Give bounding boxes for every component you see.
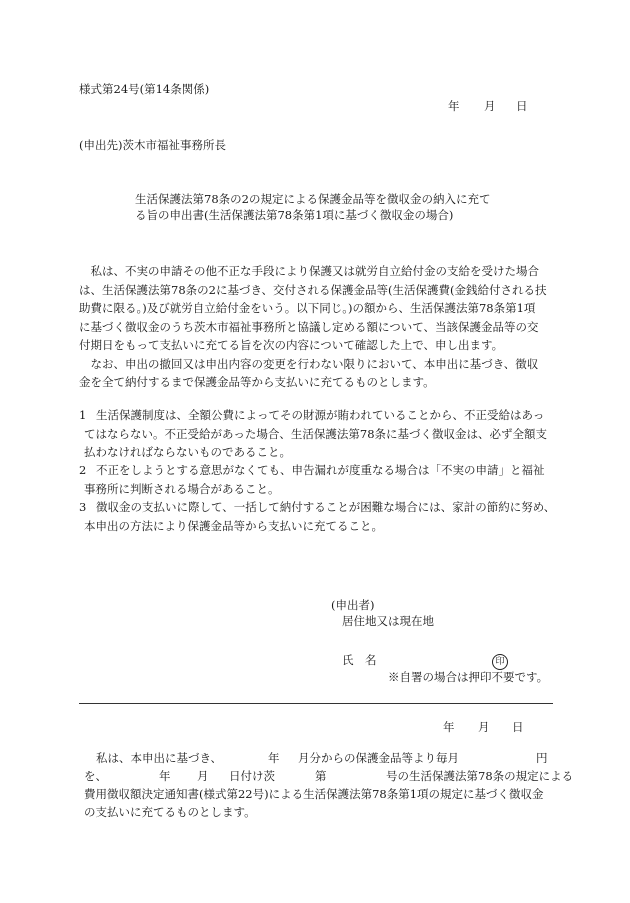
item-line: 生活保護制度は、全額公費によってその財源が賄われていることから、不正受給はあっ — [96, 408, 545, 422]
item-line: 徴収金の支払いに際して、一括して納付することが困難な場合には、家計の節約に努め、 — [96, 500, 556, 514]
item-number: 3 — [79, 500, 87, 514]
item-line: 不正をしようとする意思がなくても、申告漏れが度重なる場合は「不実の申請」と福祉 — [96, 463, 545, 477]
body-line: 付期日をもって支払いに充てる旨を次の内容について確認した上で、申し出ます。 — [79, 338, 504, 352]
applicant-heading: (申出者) — [331, 598, 375, 612]
confirm-year: 年 — [159, 769, 171, 783]
title-line: 生活保護法第78条の2の規定による保護金品等を徴収金の納入に充て — [135, 192, 491, 206]
divider — [79, 703, 553, 704]
date-month: 月 — [484, 99, 496, 113]
item-line: 払わなければならないものであること。 — [84, 445, 291, 459]
body-line: 私は、不実の申請その他不正な手段により保護又は就労自立給付金の支給を受けた場合 — [79, 264, 539, 278]
body-line: 金を全て納付するまで保護金品等から支払いに充てるものとします。 — [79, 375, 435, 389]
seal-note: ※自署の場合は押印不要です。 — [388, 670, 549, 684]
item-line: 本申出の方法により保護金品等から支払いに充てること。 — [84, 518, 383, 533]
title-line: る旨の申出書(生活保護法第78条第1項に基づく徴収金の場合) — [135, 208, 454, 222]
confirm-year: 年 — [268, 751, 280, 765]
confirm-text: 日付け茨 — [229, 769, 275, 783]
form-number: 様式第24号(第14条関係) — [79, 82, 210, 96]
confirm-text: を、 — [84, 769, 107, 783]
addressee: (申出先)茨木市福祉事務所長 — [79, 138, 226, 152]
item-line: 事務所に判断される場合があること。 — [84, 481, 280, 496]
confirm-month: 月 — [197, 769, 209, 783]
date-day: 日 — [516, 99, 528, 113]
item-line: てはならない。不正受給があった場合、生活保護法第78条に基づく徴収金は、必ず全額支 — [84, 426, 548, 441]
confirm-text: 号の生活保護法第78条の規定による — [386, 769, 574, 783]
item-text — [84, 461, 545, 498]
date-month: 月 — [478, 720, 490, 734]
date-year: 年 — [443, 720, 455, 734]
confirm-text: 第 — [315, 769, 327, 783]
item-number: 1 — [79, 408, 87, 422]
name-label: 氏 名 — [342, 653, 377, 667]
confirm-yen: 円 — [536, 751, 548, 765]
confirm-text: 費用徴収額決定通知書(様式第22号)による生活保護法第78条第1項の規定に基づく徴収金 — [84, 787, 544, 801]
confirm-text: 私は、本申出に基づき、 — [96, 751, 223, 765]
item-number: 2 — [79, 463, 87, 477]
body-line: は、生活保護法第78条の2に基づき、交付される保護金品等(生活保護費(金銭給付される扶 — [79, 282, 547, 297]
body-line: 助費に限る。)及び就労自立給付金をいう。以下同じ。)の額から、生活保護法第78条第1項 — [79, 301, 536, 315]
date-day: 日 — [512, 720, 524, 734]
body-line: なお、申出の撤回又は申出内容の変更を行わない限りにおいて、本申出に基づき、徴収 — [79, 356, 539, 371]
date-year: 年 — [448, 99, 460, 113]
item-text — [84, 498, 556, 535]
confirm-text: の支払いに充てるものとします。 — [84, 805, 256, 819]
confirm-text: 月分からの保護金品等より毎月 — [298, 751, 459, 765]
address-label: 居住地又は現在地 — [342, 614, 434, 628]
seal-icon: 印 — [492, 654, 508, 670]
item-text — [84, 406, 548, 462]
body-line: に基づく徴収金のうち茨木市福祉事務所と協議し定める額について、当該保護金品等の交 — [79, 319, 539, 334]
body-text — [79, 262, 546, 392]
